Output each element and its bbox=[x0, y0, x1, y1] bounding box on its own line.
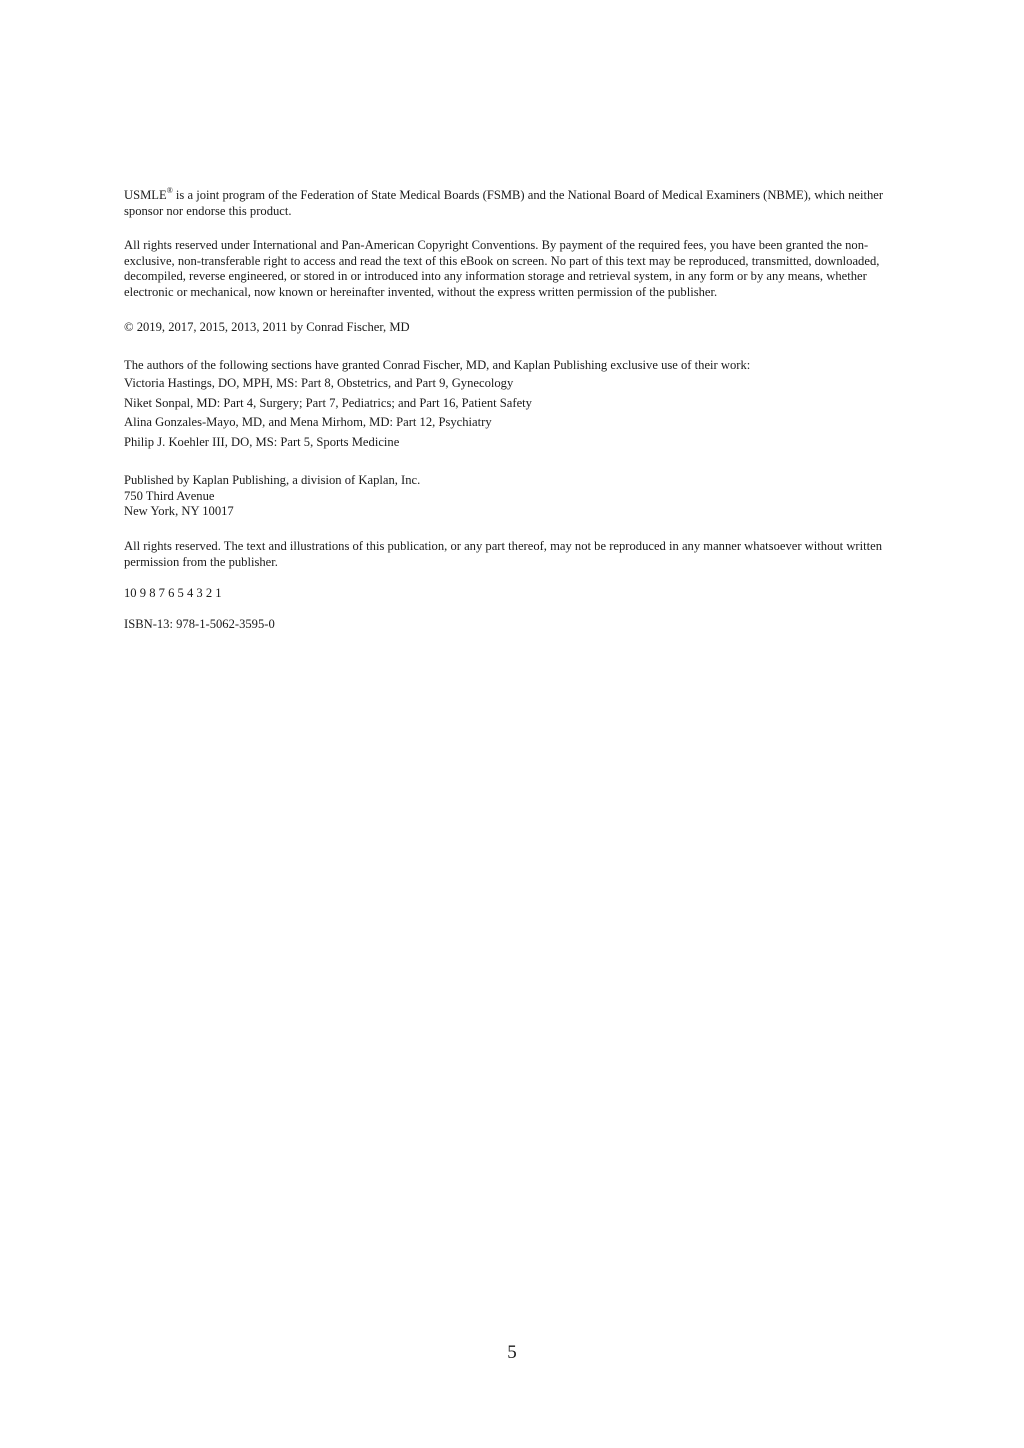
author-line: Philip J. Koehler III, DO, MS: Part 5, Sports Medicine bbox=[124, 434, 400, 449]
printing-line: 10 9 8 7 6 5 4 3 2 1 bbox=[124, 586, 222, 601]
author-line: Alina Gonzales-Mayo, MD, and Mena Mirhom, MD: Part 12, Psychiatry bbox=[124, 415, 492, 430]
isbn: ISBN-13: 978-1-5062-3595-0 bbox=[124, 616, 275, 631]
copyright-line: © 2019, 2017, 2015, 2013, 2011 by Conrad Fischer, MD bbox=[124, 319, 410, 334]
publisher-name: Published by Kaplan Publishing, a division of Kaplan, Inc. bbox=[124, 473, 421, 488]
reserved-notice: All rights reserved. The text and illustrations of this publication, or any part thereof, may not be reproduced in any manner whatsoever without written permission from the publisher. bbox=[124, 538, 882, 569]
page-number: 5 bbox=[507, 1342, 517, 1363]
usmle-disclaimer bbox=[124, 188, 904, 219]
usmle-mark: USMLE bbox=[124, 188, 167, 202]
publisher-street: 750 Third Avenue bbox=[124, 488, 215, 503]
rights-notice: All rights reserved under International and Pan-American Copyright Conventions. By payment of the required fees, you have been granted the non-exclusive, non-transferable right to access and read the text of this eBook on screen. No part of this text may be reproduced, transmitted, downloaded, decompiled, reverse engineered, or stored in or introduced into any information storage and retrieval system, in any form or by any means, whether electronic or mechanical, now known or hereinafter invented, without the express written permission of the publisher. bbox=[124, 238, 880, 299]
author-line: Victoria Hastings, DO, MPH, MS: Part 8, Obstetrics, and Part 9, Gynecology bbox=[124, 376, 514, 391]
publisher-city: New York, NY 10017 bbox=[124, 504, 234, 519]
registered-mark: ® bbox=[166, 186, 173, 195]
usmle-disclaimer-text: is a joint program of the Federation of State Medical Boards (FSMB) and the National Board of Medical Examiners (NBME), which neither sponsor nor endorse this product. bbox=[124, 188, 884, 218]
authors-intro: The authors of the following sections have granted Conrad Fischer, MD, and Kaplan Publishing exclusive use of their work: bbox=[124, 358, 751, 373]
copyright-page-body bbox=[124, 188, 904, 632]
publisher-address bbox=[124, 473, 904, 520]
author-line: Niket Sonpal, MD: Part 4, Surgery; Part 7, Pediatrics; and Part 16, Patient Safety bbox=[124, 395, 532, 410]
authors-block bbox=[124, 357, 904, 452]
